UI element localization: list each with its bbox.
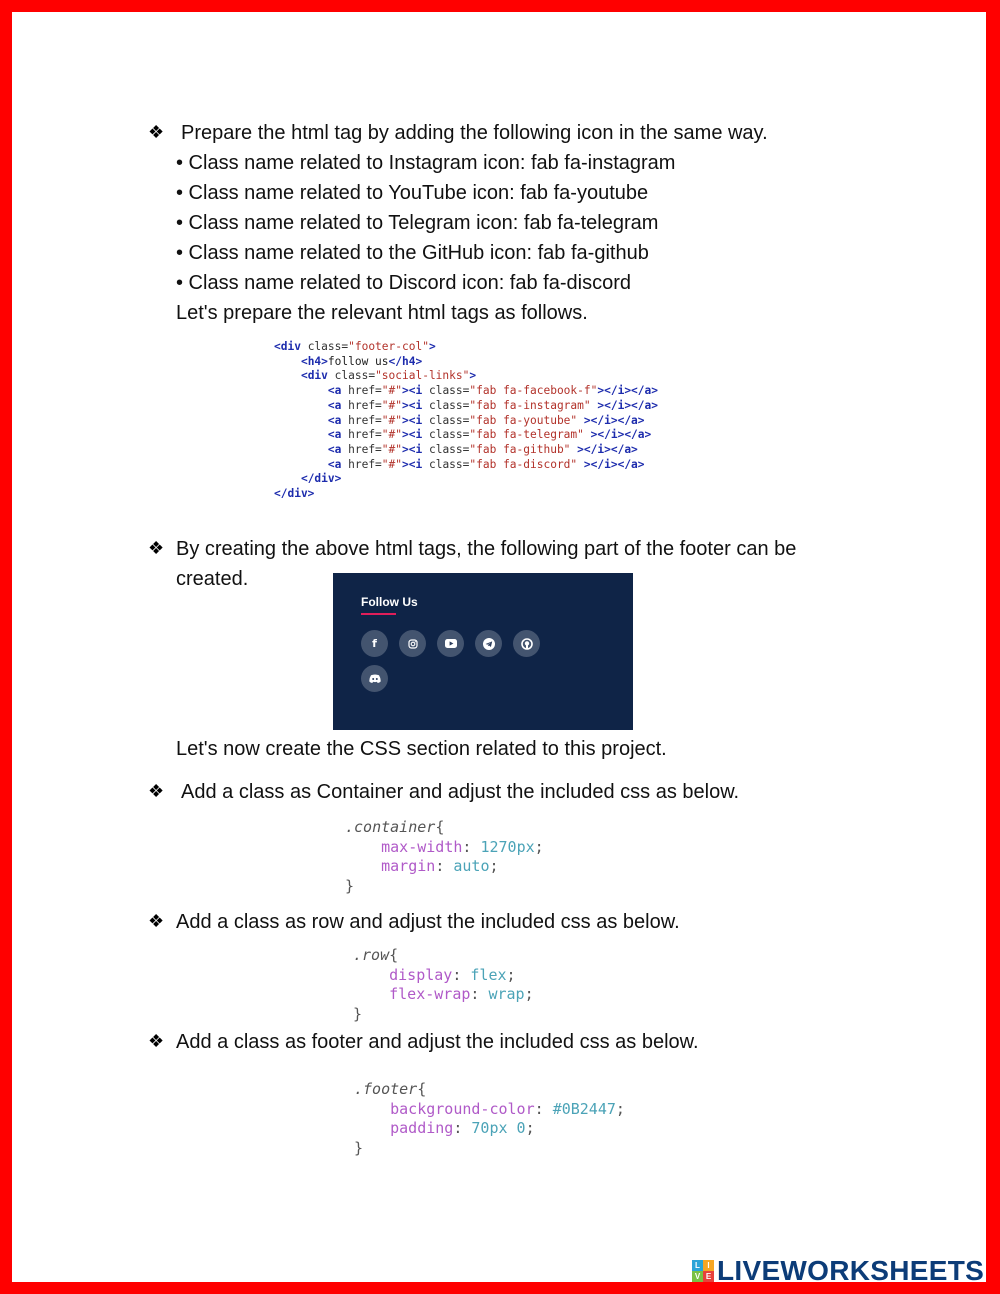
- diamond-bullet-icon: ❖: [148, 1031, 165, 1051]
- list-item-telegram: • Class name related to Telegram icon: fab fa-telegram: [176, 212, 659, 234]
- liveworksheets-logo-text: LIVEWORKSHEETS: [717, 1255, 985, 1286]
- youtube-icon: [437, 630, 464, 657]
- diamond-bullet-icon: ❖: [148, 911, 165, 931]
- section2-followup: Let's now create the CSS section related to this project.: [176, 738, 667, 760]
- section1-followup: Let's prepare the relevant html tags as follows.: [176, 302, 588, 324]
- code-line: display: flex;: [389, 965, 516, 984]
- code-line: <a href="#"><i class="fab fa-facebook-f"></i></a>: [327, 384, 658, 398]
- code-line: max-width: 1270px;: [381, 837, 544, 856]
- code-line: <a href="#"><i class="fab fa-youtube" ></i></a>: [327, 413, 645, 427]
- code-line: <div class="social-links">: [300, 369, 477, 383]
- code-line: .row{: [353, 946, 399, 964]
- code-line: </div>: [274, 487, 315, 501]
- code-line: }: [345, 876, 355, 895]
- liveworksheets-logo: [692, 1256, 984, 1286]
- code-line: padding: 70px 0;: [390, 1119, 535, 1137]
- telegram-icon: [475, 630, 502, 657]
- section4-intro: Add a class as row and adjust the included css as below.: [176, 911, 680, 933]
- facebook-icon: f: [361, 630, 388, 657]
- code-line: .footer{: [354, 1080, 427, 1098]
- code-line: flex-wrap: wrap;: [389, 985, 534, 1003]
- css-snippet-row: [353, 946, 534, 1024]
- liveworksheets-mark-icon: L I V E: [692, 1260, 714, 1282]
- code-line: <h4>follow us</h4>: [300, 354, 423, 368]
- section5-intro: Add a class as footer and adjust the included css as below.: [176, 1031, 699, 1053]
- css-snippet-footer: [354, 1080, 625, 1158]
- github-icon: [513, 630, 540, 657]
- css-snippet-container: [345, 818, 544, 896]
- code-line: }: [353, 1004, 363, 1023]
- code-line: <a href="#"><i class="fab fa-telegram" ></i></a>: [327, 428, 652, 442]
- code-line: <a href="#"><i class="fab fa-github" ></i></a>: [327, 442, 638, 456]
- code-line: <div class="footer-col">: [274, 340, 436, 353]
- code-line: </div>: [300, 472, 342, 486]
- list-item-github: • Class name related to the GitHub icon: fab fa-github: [176, 242, 649, 264]
- diamond-bullet-icon: ❖: [148, 122, 165, 142]
- footer-title-underline: [361, 613, 396, 615]
- list-item-discord: • Class name related to Discord icon: fab fa-discord: [176, 272, 631, 294]
- discord-icon: [361, 665, 388, 692]
- list-item-youtube: • Class name related to YouTube icon: fab fa-youtube: [176, 182, 649, 204]
- html-code-snippet: [274, 340, 658, 502]
- code-line: <a href="#"><i class="fab fa-discord" ></i></a>: [327, 457, 645, 471]
- section2-line1: By creating the above html tags, the following part of the footer can be: [176, 538, 797, 560]
- diamond-bullet-icon: ❖: [148, 781, 165, 801]
- list-item-instagram: • Class name related to Instagram icon: fab fa-instagram: [176, 152, 676, 174]
- code-line: background-color: #0B2447;: [390, 1099, 625, 1118]
- section3-intro: Add a class as Container and adjust the included css as below.: [181, 781, 740, 803]
- diamond-bullet-icon: ❖: [148, 538, 165, 558]
- section2-line2: created.: [176, 568, 249, 590]
- section1-intro: Prepare the html tag by adding the following icon in the same way.: [181, 122, 768, 144]
- code-line: margin: auto;: [381, 857, 499, 875]
- footer-preview: [333, 573, 633, 730]
- code-line: .container{: [345, 818, 445, 836]
- code-line: <a href="#"><i class="fab fa-instagram" ></i></a>: [327, 398, 658, 412]
- instagram-icon: [399, 630, 426, 657]
- code-line: }: [354, 1138, 364, 1157]
- footer-preview-title: Follow Us: [361, 595, 418, 609]
